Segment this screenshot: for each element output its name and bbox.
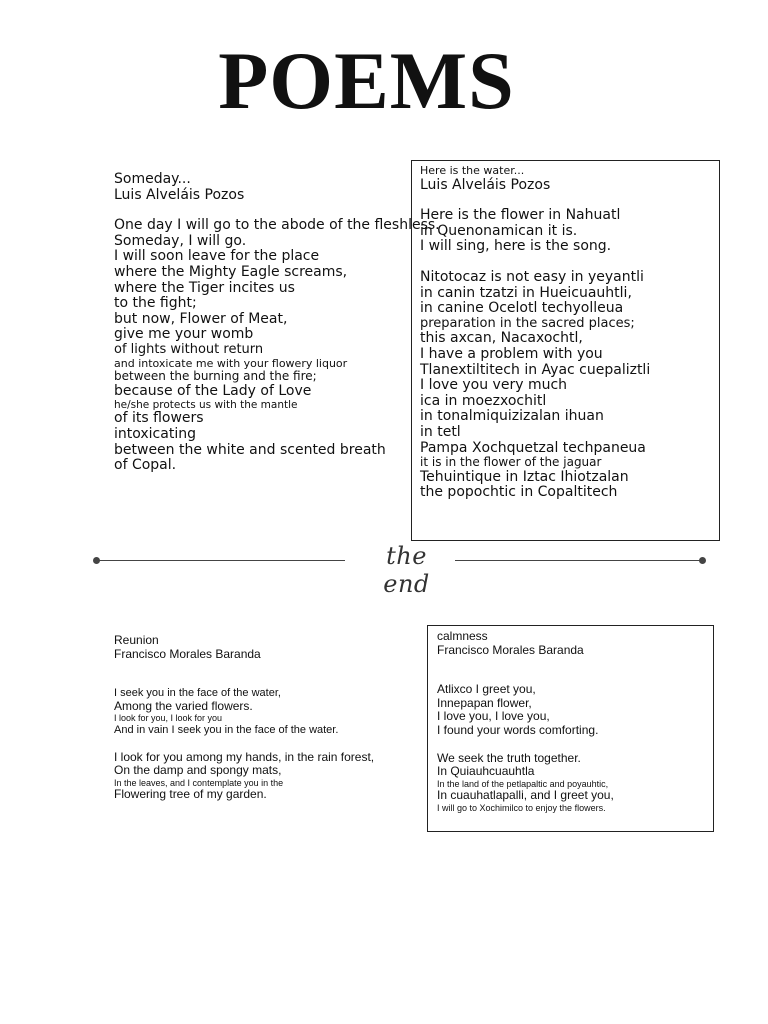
the-end-label: the end [383, 542, 430, 598]
poem-line: Here is the water... [420, 164, 525, 177]
poem-line: in canin tzatzi in Hueicuauhtli, [420, 284, 632, 301]
divider-right-dot [699, 557, 706, 564]
poem-line: Tlanextiltitech in Ayac cuepaliztli [420, 361, 651, 378]
poem-line: I will soon leave for the place [114, 248, 320, 265]
poem-line: Atlixco I greet you, [437, 682, 536, 697]
the-end-divider [93, 540, 707, 598]
poem-line: in canine Ocelotl techyolleua [420, 300, 624, 317]
stanza-gap [437, 657, 614, 683]
poem-line: I love you, I love you, [437, 709, 550, 724]
poem-line: between the white and scented breath [114, 441, 386, 458]
stanza-gap [420, 255, 650, 270]
poem-calmness [437, 630, 614, 814]
poem-line: I found your words comforting. [437, 722, 599, 737]
stanza-gap [420, 193, 650, 208]
page-title: POEMS [218, 35, 515, 126]
poem-line: in Quenonamican it is. [420, 222, 578, 239]
poem-line: calmness [437, 629, 488, 643]
poem-line: On the damp and spongy mats, [114, 763, 282, 778]
divider-left-rule [97, 560, 345, 561]
poem-line: he/she protects us with the mantle [114, 399, 298, 412]
poem-line: Francisco Morales Baranda [114, 646, 261, 661]
stanza-gap [437, 738, 614, 752]
poem-line: In Quiauhcuauhtla [437, 764, 535, 779]
poem-line: In the land of the petlapaltic and poyauhtic, [437, 778, 609, 789]
poem-line: One day I will go to the abode of the fleshless. [114, 217, 440, 234]
poem-line: I love you very much [420, 377, 568, 394]
poem-line: I will go to Xochimilco to enjoy the flowers. [437, 802, 606, 813]
poem-line: and intoxicate me with your flowery liquor [114, 356, 348, 370]
poem-line: And in vain I seek you in the face of the water. [114, 723, 339, 736]
poem-line: We seek the truth together. [437, 750, 581, 765]
poem-line: give me your womb [114, 326, 254, 343]
poem-line: I look for you among my hands, in the rain forest, [114, 749, 375, 764]
poem-line: Reunion [114, 633, 159, 647]
poem-line: because of the Lady of Love [114, 382, 312, 399]
poem-reunion [114, 634, 374, 802]
poem-line: Someday... [114, 171, 191, 187]
poem-line: Tehuintique in Iztac Ihiotzalan [420, 468, 629, 485]
poem-line: Innepapan flower, [437, 695, 532, 710]
poem-line: Among the varied flowers. [114, 698, 253, 713]
poem-line: Francisco Morales Baranda [437, 642, 584, 657]
poem-someday [114, 172, 440, 474]
poem-line: this axcan, Nacaxochtl, [420, 330, 583, 347]
poem-line: but now, Flower of Meat, [114, 310, 288, 327]
poem-line: Someday, I will go. [114, 232, 247, 249]
poem-line: the popochtic in Copaltitech [420, 484, 618, 501]
stanza-gap [114, 203, 440, 218]
poem-line: Luis Alveláis Pozos [420, 176, 551, 193]
poem-line: preparation in the sacred places; [420, 315, 635, 331]
poem-line: between the burning and the fire; [114, 369, 317, 384]
stanza-gap [114, 661, 374, 687]
poem-line: it is in the flower of the jaguar [420, 455, 602, 470]
poem-line: I will sing, here is the song. [420, 238, 612, 255]
poem-line: Flowering tree of my garden. [114, 787, 267, 802]
poem-line: ica in moezxochitl [420, 392, 547, 409]
poem-line: where the Tiger incites us [114, 279, 295, 296]
poem-line: Pampa Xochquetzal techpaneua [420, 439, 646, 456]
divider-right-rule [455, 560, 703, 561]
poem-line: of lights without return [114, 341, 264, 357]
poem-line: I have a problem with you [420, 345, 603, 362]
poem-line: I seek you in the face of the water, [114, 687, 281, 700]
poem-line: in tonalmiquizizalan ihuan [420, 408, 604, 425]
poem-line: of its flowers [114, 410, 204, 427]
poem-line: to the fight; [114, 295, 197, 312]
poem-water [420, 165, 650, 501]
poem-line: In cuauhatlapalli, and I greet you, [437, 788, 614, 803]
poem-line: intoxicating [114, 426, 196, 442]
poem-line: of Copal. [114, 457, 177, 474]
poem-line: where the Mighty Eagle screams, [114, 263, 348, 280]
poem-line: Here is the flower in Nahuatl [420, 207, 621, 224]
poem-line: in tetl [420, 423, 461, 440]
stanza-gap [114, 737, 374, 751]
poem-line: Nitotocaz is not easy in yeyantli [420, 268, 644, 285]
poem-line: Luis Alveláis Pozos [114, 186, 245, 203]
poem-line: I look for you, I look for you [114, 713, 223, 724]
poem-line: In the leaves, and I contemplate you in the [114, 777, 284, 788]
